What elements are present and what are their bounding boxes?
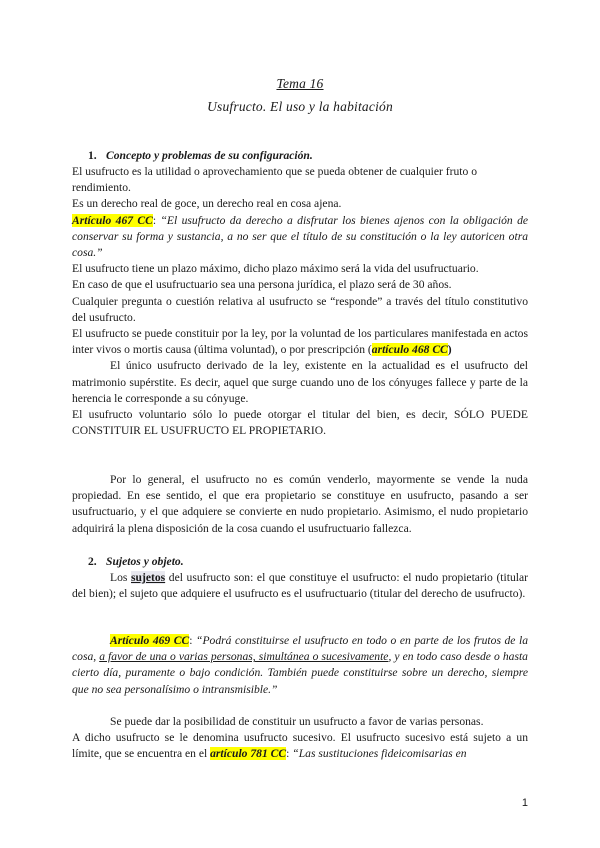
- document-title: Tema 16: [276, 76, 324, 91]
- paragraph: Es un derecho real de goce, un derecho real en cosa ajena.: [72, 197, 342, 211]
- document-page: [72, 0, 528, 848]
- section-1-closing: [72, 472, 528, 537]
- paragraph: El usufructo es la utilidad o aprovechamiento que se pueda obtener de cualquier fruto o rendimiento.: [72, 165, 477, 195]
- section-1-heading: 1. Concepto y problemas de su configuración.: [88, 149, 313, 162]
- article-468-label: artículo 468 CC: [371, 343, 448, 357]
- article-467-label: Artículo 467 CC: [72, 213, 153, 227]
- article-469-block: [72, 633, 528, 698]
- section-2-heading: 2. Sujetos y objeto.: [88, 555, 184, 568]
- paragraph: Por lo general, el usufructo no es común venderlo, mayormente se vende la nuda propiedad. En ese sentido, el que era propietario se constituye en usufructo, pasando a ser usufructuario, y el que adquiere se convierte en nudo propietario. Asimismo, el nudo propietario adquirirá la plena disposición de la cosa cuando el usufructuario fallezca.: [72, 473, 528, 535]
- paragraph: El usufructo tiene un plazo máximo, dicho plazo máximo será la vida del usufructuario.: [72, 262, 479, 276]
- sujetos-term: sujetos: [131, 571, 166, 584]
- article-469-quote: Artículo 469 CC: “Podrá constituirse el usufructo en todo o en parte de los frutos de la cosa, a favor de una o varias personas, simultánea o sucesivamente, y en todo caso desde o hasta cierto día, puramente o bajo condición. También puede constituirse sobre un derecho, siempre que no sea personalísimo o intransmisible.”: [72, 634, 529, 696]
- paragraph: El usufructo se puede constituir por la ley, por la voluntad de los particulares manifestada en actos inter vivos o mortis causa (última voluntad), o por prescripción (artículo 468 CC): [72, 327, 528, 357]
- page-number: 1: [521, 797, 528, 809]
- article-469-label: Artículo 469 CC: [110, 634, 190, 647]
- paragraph: El usufructo voluntario sólo lo puede otorgar el titular del bien, es decir, SÓLO PUEDE CONSTITUIR EL USUFRUCTO EL PROPIETARIO.: [72, 408, 528, 438]
- paragraph: El único usufructo derivado de la ley, existente en la actualidad es el usufructo del matrimonio supérstite. Es decir, aquel que surge cuando uno de los cónyuges fallece y parte de la herencia le corresponde a su cónyuge.: [72, 359, 528, 405]
- paragraph: En caso de que el usufructuario sea una persona jurídica, el plazo será de 30 años.: [72, 278, 452, 292]
- paragraph: Los sujetos del usufructo son: el que constituye el usufructo: el nudo propietario (titular del bien); el sujeto que adquiere el usufructo es el usufructuario (titular del derecho de usufructo).: [72, 571, 528, 601]
- section-2-continuation: [72, 714, 528, 763]
- section-2-body: [72, 570, 528, 602]
- paragraph: Se puede dar la posibilidad de constituir un usufructo a favor de varias personas.: [110, 715, 484, 728]
- paragraph: Cualquier pregunta o cuestión relativa al usufructo se “responde” a través del título constitutivo del usufructo.: [72, 294, 528, 324]
- article-781-label: artículo 781 CC: [210, 747, 287, 761]
- document-subtitle: Usufructo. El uso y la habitación: [207, 99, 393, 114]
- article-467-quote: Artículo 467 CC: “El usufructo da derecho a disfrutar los bienes ajenos con la obligación de conservar su forma y sustancia, a no ser que el título de su constitución o la ley autoricen otra cosa.”: [72, 213, 529, 260]
- paragraph: A dicho usufructo se le denomina usufructo sucesivo. El usufructo sucesivo está sujeto a un límite, que se encuentra en el artículo 781 CC: “Las sustituciones fideicomisarias en: [72, 731, 528, 761]
- section-1-body: [72, 164, 528, 439]
